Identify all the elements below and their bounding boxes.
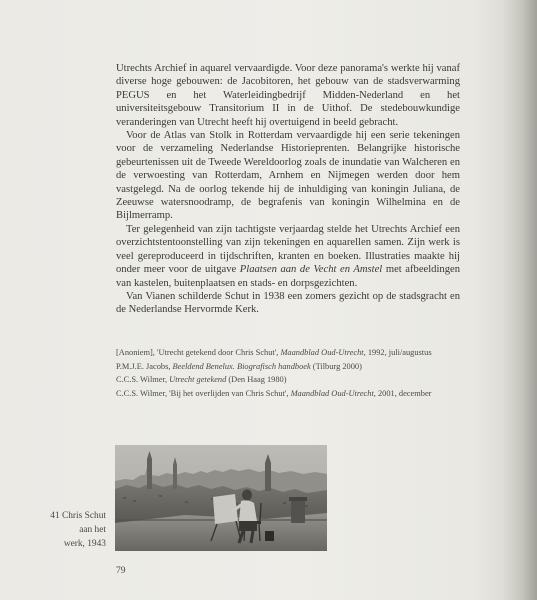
reference-text: P.M.J.E. Jacobs, xyxy=(116,361,173,371)
reference-title: Maandblad Oud-Utrecht xyxy=(280,348,364,357)
body-text xyxy=(116,62,460,317)
reference-text: , 2001, december xyxy=(373,388,432,398)
paragraph-1: Utrechts Archief in aquarel vervaardigde. Voor deze panorama's werkte hij vanaf diverse hoge gebouwen: de Jacobitoren, het gebouw van de stadsverwarming PEGUS en het Waterleidingbedrijf Midden-Nederland en het universiteitsgebouw Transitorium II in de Uithof. De stedebouwkundige veranderingen van Utrecht heeft hij overtuigend in beeld gebracht. xyxy=(116,63,460,128)
paragraph-2: Voor de Atlas van Stolk in Rotterdam vervaardigde hij een serie tekeningen voor de verzameling Nederlandse Historieprenten. Belangrijke historische gebeurtenissen uit de Tweede Wereldoorlog zoals de inundatie van Walcheren en de verwoesting van Rotterdam, Arnhem en Nijmegen werden door hem vastgelegd. Na de oorlog tekende hij de inhuldiging van koningin Juliana, de Zeeuwse watersnoodramp, de begrafenis van koningin Wilhelmina en de Bijlmerramp. xyxy=(116,130,460,222)
rooftop-artist-photo xyxy=(115,445,327,551)
reference-list xyxy=(116,346,476,400)
reference-item xyxy=(116,373,476,387)
reference-text: C.C.S. Wilmer, xyxy=(116,375,170,385)
paragraph-3-tail: met afbeeldingen van kastelen, buitenplaatsen en stads- en dorpsgezichten. xyxy=(116,264,461,289)
reference-item xyxy=(116,387,476,401)
reference-text: [Anoniem], 'Utrecht getekend door Chris Schut', xyxy=(116,348,281,357)
reference-text: C.C.S. Wilmer, 'Bij het overlijden van Chris Schut', xyxy=(116,388,291,398)
reference-title: Utrecht getekend xyxy=(169,375,227,385)
reference-title: Maandblad Oud-Utrecht xyxy=(290,388,374,398)
caption-line: 41 Chris Schut aan het xyxy=(50,511,106,535)
figure-photo xyxy=(115,445,327,551)
reference-text: , 1992, juli/augustus xyxy=(363,348,432,357)
reference-text: (Tilburg 2000) xyxy=(310,361,362,371)
figure-caption xyxy=(40,509,106,551)
reference-title: Beeldend Benelux. Biografisch handboek xyxy=(172,361,311,371)
paragraph-3-title: Plaatsen aan de Vecht en Amstel xyxy=(239,264,383,276)
paragraph-3 xyxy=(116,223,460,290)
reference-item xyxy=(116,346,476,360)
reference-item xyxy=(116,360,476,374)
reference-text: (Den Haag 1980) xyxy=(226,375,287,385)
paragraph-4: Van Vianen schilderde Schut in 1938 een zomers gezicht op de stadsgracht en de Nederlandse Hervormde Kerk. xyxy=(116,290,460,316)
gutter-shadow xyxy=(503,0,537,600)
paragraph-3-text: Ter gelegenheid van zijn tachtigste verjaardag stelde het Utrechts Archief een overzichtstentoonstelling van zijn tekeningen en aquarellen samen. Zijn werk is veel gereproduceerd in tijdschriften, kranten en boeken. Illustraties maakte hij onder meer voor de uitgave xyxy=(116,223,460,276)
page-number: 79 xyxy=(116,566,126,576)
caption-line: werk, 1943 xyxy=(63,539,106,549)
